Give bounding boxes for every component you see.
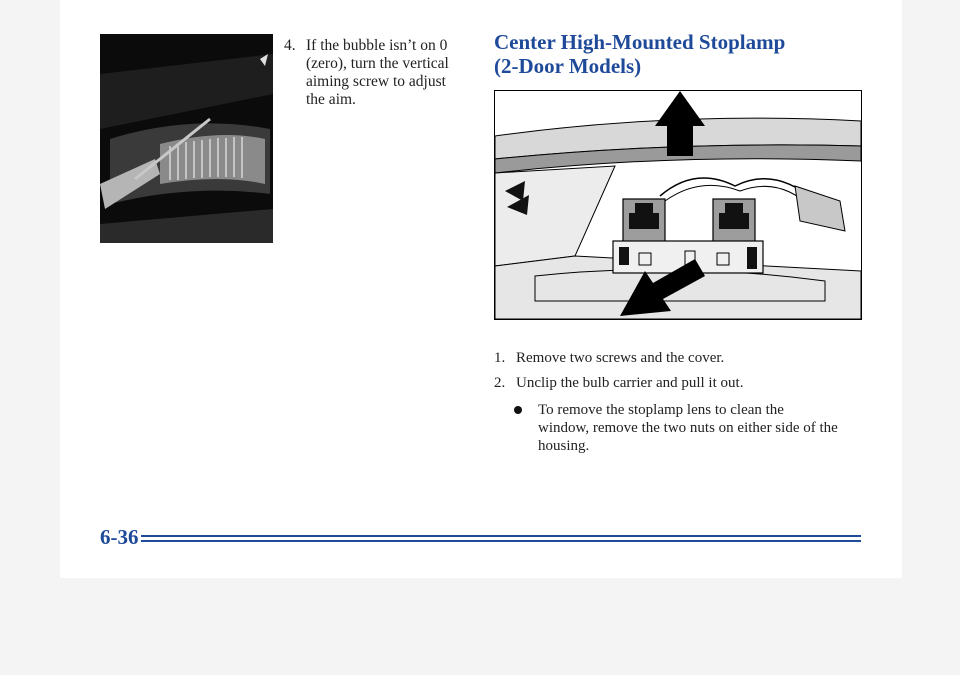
list-item-text: Remove two screws and the cover. [516, 350, 725, 366]
heading-line-1: Center High-Mounted Stoplamp [494, 30, 786, 54]
list-item-number: 2. [494, 375, 506, 391]
bullet-dot-icon [514, 406, 522, 414]
headlamp-aiming-photo [100, 34, 273, 243]
step-number: 4. [284, 37, 296, 54]
bullet-text: To remove the stoplamp lens to clean the window, remove the two nuts on either side of the housing. [538, 402, 838, 454]
section-heading [494, 30, 874, 78]
list-item-number: 1. [494, 350, 506, 366]
list-item-text: Unclip the bulb carrier and pull it out. [516, 375, 744, 391]
stoplamp-diagram [494, 90, 862, 320]
footer-rule [141, 535, 861, 537]
page-number: 6-36 [100, 525, 139, 549]
footer-rule [141, 540, 861, 542]
heading-line-2: (2-Door Models) [494, 54, 642, 78]
step-text: If the bubble isn’t on 0 (zero), turn the vertical aiming screw to adjust the aim. [306, 37, 449, 108]
